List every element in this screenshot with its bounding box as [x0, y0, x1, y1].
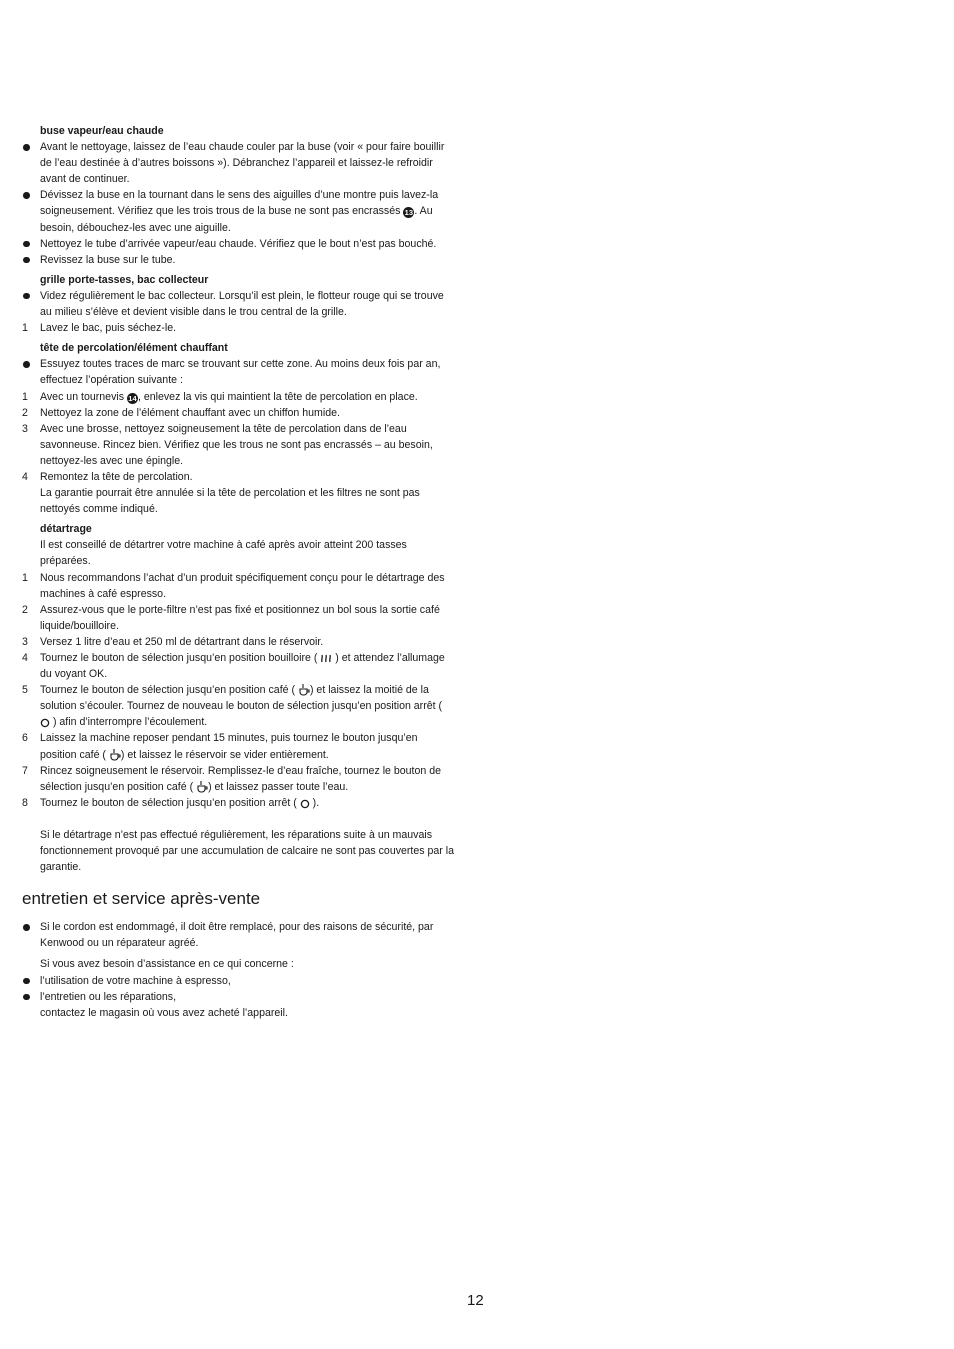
- bullet-item: Nettoyez le tube d’arrivée vapeur/eau chaude. Vérifiez que le bout n’est pas bouché.: [22, 236, 454, 252]
- step-item: 7 Rincez soigneusement le réservoir. Remplissez-le d’eau fraîche, tournez le bouton de sélection jusqu’en position café ( ) et laissez passer toute l’eau.: [22, 764, 442, 793]
- subheading-tete: tête de percolation/élément chauffant: [40, 342, 228, 355]
- ref-number-13: 13: [404, 208, 414, 218]
- bullet-item: l’entretien ou les réparations,: [22, 989, 454, 1005]
- step-number: 8: [22, 796, 28, 809]
- bullet-dot-icon: [23, 192, 30, 199]
- bullet-dot-icon: [23, 241, 30, 248]
- step-item: 6 Laissez la machine reposer pendant 15 minutes, puis tournez le bouton jusqu’en position café ( ) et laissez le réservoir se vider entièrement.: [22, 732, 418, 761]
- detartrage-warranty-note: Si le détartrage n’est pas effectué régulièrement, les réparations suite à un mauvais fonctionnement provoqué par une accumulation de calcaire ne sont pas couvertes par la garantie.: [40, 828, 454, 874]
- step-number: 1: [22, 571, 28, 584]
- ref-number-14: 14: [128, 393, 137, 403]
- step-number: 6: [22, 732, 28, 745]
- step-item: 8 Tournez le bouton de sélection jusqu’en position arrêt ( ).: [22, 795, 454, 811]
- bullet-dot-icon: [23, 293, 30, 300]
- coffee-cup-symbol-icon: [298, 683, 310, 696]
- step-item: 2 Nettoyez la zone de l’élément chauffant avec un chiffon humide.: [22, 405, 454, 421]
- step-number: 7: [22, 764, 28, 777]
- step-number: 4: [22, 470, 28, 483]
- subheading-detartrage: détartrage: [40, 523, 92, 536]
- off-circle-symbol-icon: [40, 717, 50, 728]
- page-number: 12: [467, 1292, 484, 1309]
- bullet-item: Si le cordon est endommagé, il doit être remplacé, pour des raisons de sécurité, par Kenwood ou un réparateur agréé.: [22, 919, 454, 951]
- steam-symbol-icon: [320, 652, 332, 664]
- bullet-dot-icon: [23, 978, 30, 985]
- step-item: 1 Lavez le bac, puis séchez-le.: [22, 320, 454, 336]
- step-number: 5: [22, 684, 28, 697]
- step-item: 1 Nous recommandons l’achat d’un produit spécifiquement conçu pour le détartrage des machines à café espresso.: [22, 571, 445, 600]
- bullet-item: l’utilisation de votre machine à espresso,: [22, 973, 454, 989]
- step-item: 3 Avec une brosse, nettoyez soigneusement la tête de percolation dans de l’eau savonneuse. Rincez bien. Vérifiez que les trous ne sont pas encrassés – au besoin, nettoyez-les avec une épingle.: [22, 422, 433, 467]
- bullet-dot-icon: [23, 257, 30, 264]
- manual-column: [22, 123, 454, 1021]
- step-item: 5 Tournez le bouton de sélection jusqu’en position café ( ) et laissez la moitié de la solution s’écouler. Tournez de nouveau le bouton de sélection jusqu’en position arrêt ( ) afin d’interrompre l’écoulement.: [22, 684, 443, 729]
- bullet-dot-icon: [23, 924, 30, 931]
- warranty-note: La garantie pourrait être annulée si la tête de percolation et les filtres ne sont pas nettoyés comme indiqué.: [40, 487, 420, 516]
- step-number: 3: [22, 422, 28, 435]
- bullet-item: Videz régulièrement le bac collecteur. Lorsqu’il est plein, le flotteur rouge qui se trouve au milieu s’élève et devient visible dans le trou central de la grille.: [22, 288, 454, 320]
- step-number: 1: [22, 390, 28, 403]
- assistance-intro: Si vous avez besoin d’assistance en ce qui concerne :: [40, 958, 294, 971]
- subheading-buse: buse vapeur/eau chaude: [40, 125, 164, 137]
- subheading-grille: grille porte-tasses, bac collecteur: [40, 273, 209, 286]
- step-item: 4 Tournez le bouton de sélection jusqu’en position bouilloire ( ) et attendez l’allumage du voyant OK.: [22, 652, 445, 681]
- step-number: 1: [22, 322, 28, 335]
- bullet-dot-icon: [23, 361, 30, 368]
- step-number: 2: [22, 603, 28, 616]
- bullet-item: Essuyez toutes traces de marc se trouvant sur cette zone. Au moins deux fois par an, effectuez l’opération suivante :: [22, 356, 454, 388]
- detartrage-intro: Il est conseillé de détartrer votre machine à café après avoir atteint 200 tasses préparées.: [40, 539, 407, 568]
- step-item: 1 Avec un tournevis 14, enlevez la vis qui maintient la tête de percolation en place.: [22, 389, 454, 405]
- step-number: 2: [22, 406, 28, 419]
- step-number: 3: [22, 635, 28, 648]
- step-item: 4 Remontez la tête de percolation.: [22, 469, 454, 485]
- step-item: 3 Versez 1 litre d’eau et 250 ml de détartrant dans le réservoir.: [22, 634, 454, 650]
- bullet-item: Dévissez la buse en la tournant dans le sens des aiguilles d’une montre puis lavez-la soigneusement. Vérifiez que les trois trous de la buse ne sont pas encrassés 13. Au besoin, débouchez-les avec une aiguille.: [22, 187, 454, 235]
- step-item: 2 Assurez-vous que le porte-filtre n’est pas fixé et positionnez un bol sous la sortie café liquide/bouilloire.: [22, 603, 440, 632]
- bullet-dot-icon: [23, 994, 30, 1001]
- bullet-item: Revissez la buse sur le tube.: [22, 252, 454, 268]
- bullet-dot-icon: [23, 144, 30, 151]
- off-circle-symbol-icon: [300, 798, 310, 809]
- bullet-item: Avant le nettoyage, laissez de l’eau chaude couler par la buse (voir « pour faire bouillir de l’eau destinée à d’autres boissons »). Débranchez l’appareil et laissez-le refroidir avant de continuer.: [22, 139, 454, 187]
- assistance-outro: contactez le magasin où vous avez acheté l’appareil.: [40, 1006, 288, 1019]
- section-heading-entretien: entretien et service après-vente: [22, 889, 261, 909]
- step-number: 4: [22, 652, 28, 664]
- coffee-cup-symbol-icon: [109, 748, 121, 761]
- coffee-cup-symbol-icon: [196, 780, 208, 793]
